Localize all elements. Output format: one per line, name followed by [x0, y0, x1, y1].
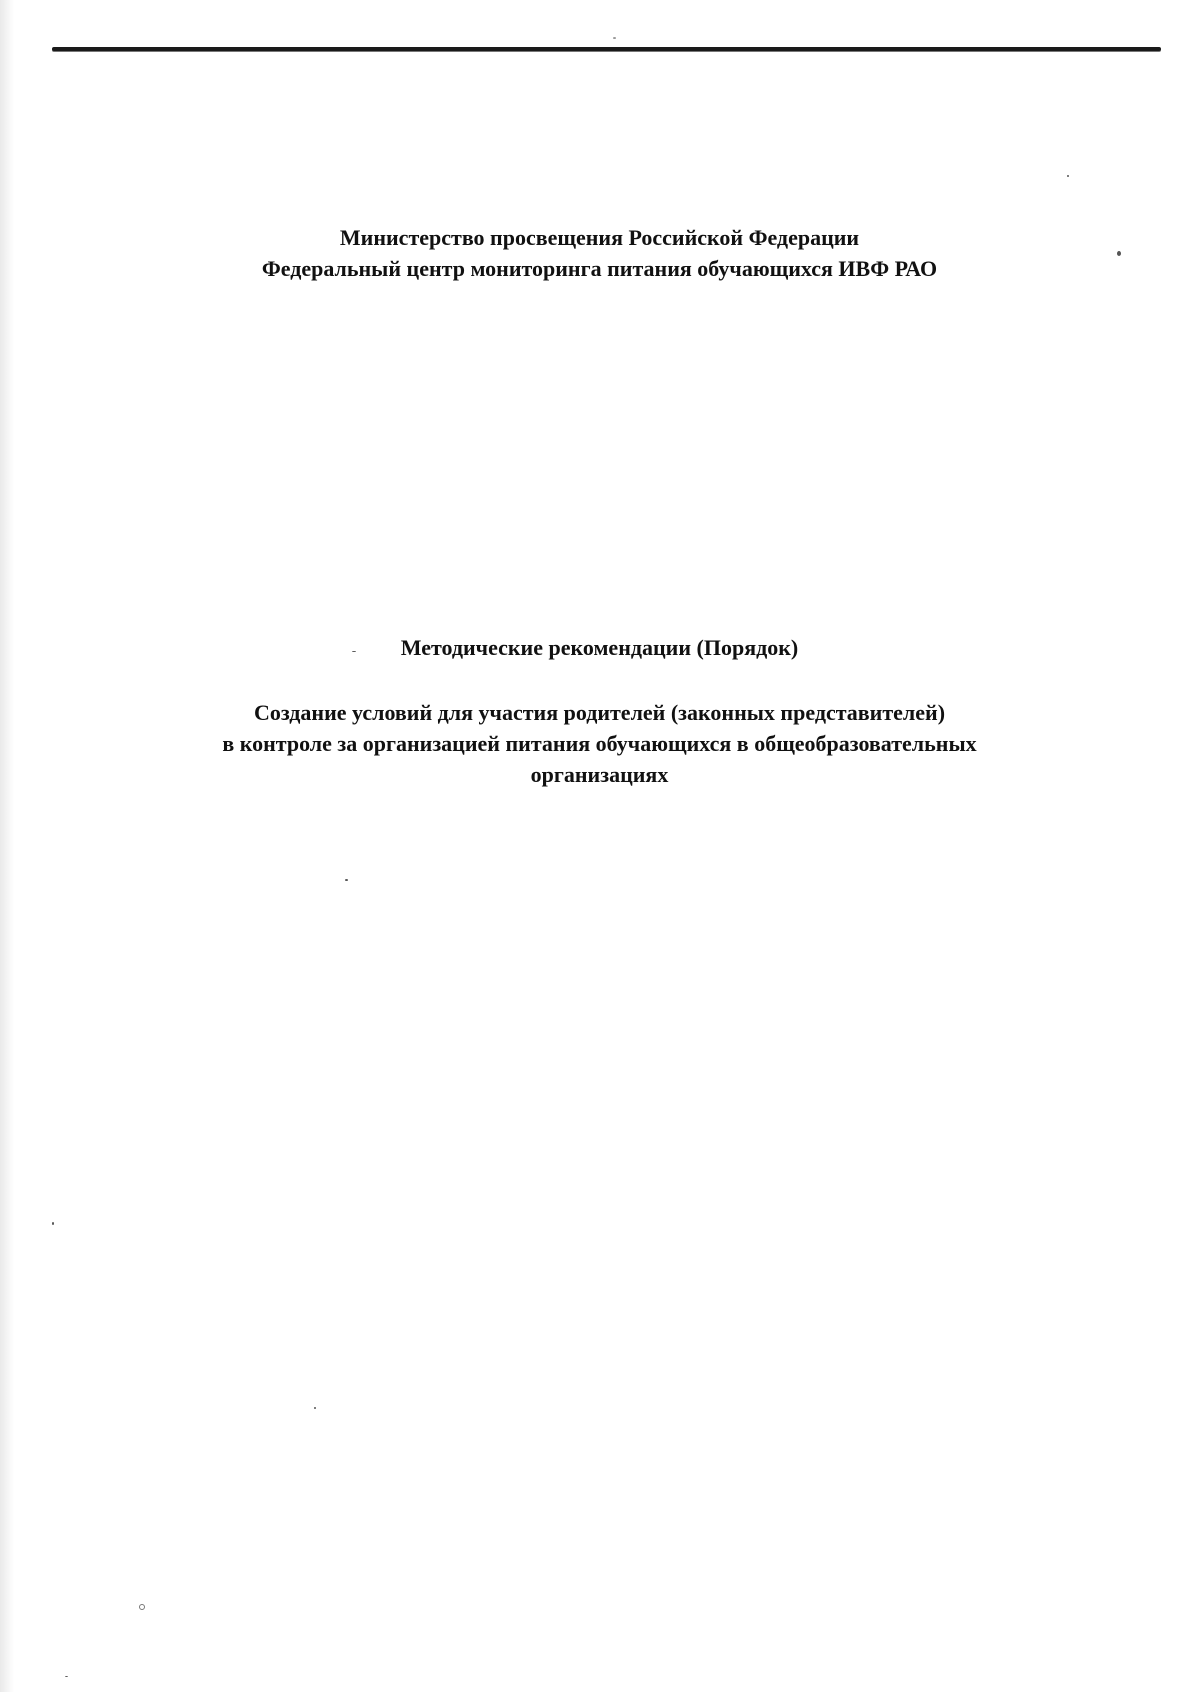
scan-speck — [345, 879, 348, 881]
document-title-text: Методические рекомендации (Порядок) — [400, 635, 799, 660]
scan-speck — [139, 1604, 145, 1610]
document-subject — [0, 697, 1199, 790]
subject-line-1: Создание условий для участия родителей (законных представителей) — [253, 700, 946, 725]
scan-speck — [65, 1676, 68, 1677]
scan-speck — [1067, 175, 1069, 177]
subject-line-3: организациях — [530, 762, 669, 787]
scan-speck — [314, 1407, 316, 1409]
scan-speck — [52, 1222, 54, 1225]
scan-speck — [1117, 251, 1121, 256]
scan-speck — [613, 37, 616, 39]
document-title — [0, 632, 1199, 663]
center-name: Федеральный центр мониторинга питания обучающихся ИВФ РАО — [261, 256, 938, 281]
ministry-name: Министерство просвещения Российской Федерации — [339, 225, 860, 250]
document-header — [0, 222, 1199, 284]
subject-line-2: в контроле за организацией питания обучающихся в общеобразовательных — [222, 731, 977, 756]
top-rule-line — [52, 47, 1161, 51]
scan-speck — [352, 651, 356, 652]
